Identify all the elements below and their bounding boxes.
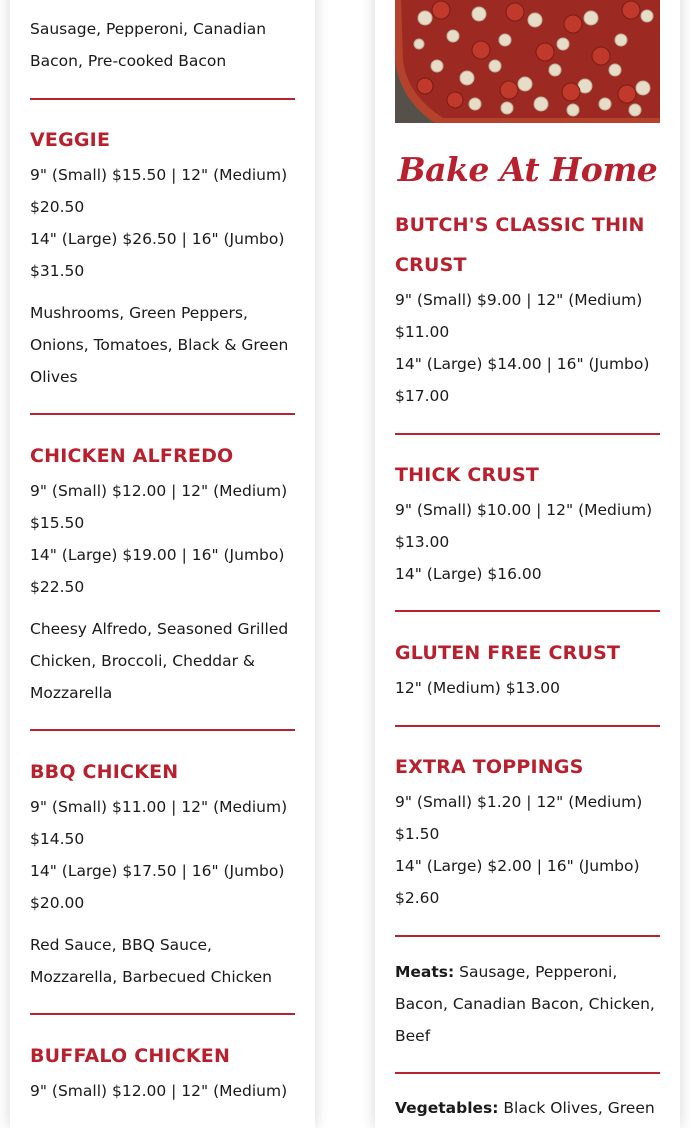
menu-item-price: 9" (Small) $15.50 | 12" (Medium) $20.50 bbox=[30, 166, 288, 216]
menu-item-price: 14" (Large) $16.00 bbox=[395, 565, 542, 583]
menu-item-description: Cheesy Alfredo, Seasoned Grilled Chicken, Broccoli, Cheddar & Mozzarella bbox=[30, 620, 289, 702]
divider bbox=[30, 1013, 295, 1015]
menu-item-title: GLUTEN FREE CRUST bbox=[395, 642, 621, 664]
meats-toppings bbox=[395, 956, 660, 1052]
pizza-toppings-text: Sausage, Pepperoni, Canadian Bacon, Pre-cooked Bacon bbox=[30, 20, 267, 70]
menu-item-price: 14" (Large) $19.00 | 16" (Jumbo) $22.50 bbox=[30, 546, 285, 596]
divider bbox=[395, 433, 660, 435]
menu-item-price: 14" (Large) $26.50 | 16" (Jumbo) $31.50 bbox=[30, 230, 285, 280]
divider bbox=[30, 413, 295, 415]
divider bbox=[30, 98, 295, 100]
vegetable-toppings bbox=[395, 1092, 660, 1124]
menu-item-price: 9" (Small) $12.00 | 12" (Medium) $15.50 bbox=[30, 482, 288, 532]
menu-item-price: 12" (Medium) $13.00 bbox=[395, 679, 561, 697]
vegetables-label: Vegetables: bbox=[395, 1099, 499, 1117]
menu-item-title: CHICKEN ALFREDO bbox=[30, 445, 234, 467]
menu-item-price: 9" (Small) $9.00 | 12" (Medium) $11.00 bbox=[395, 291, 643, 341]
menu-item-price: 14" (Large) $17.50 | 16" (Jumbo) $20.00 bbox=[30, 862, 285, 912]
divider bbox=[395, 1072, 660, 1074]
menu-item-title: VEGGIE bbox=[30, 129, 111, 151]
menu-item-title: BUTCH'S CLASSIC THIN CRUST bbox=[395, 214, 645, 276]
divider bbox=[30, 729, 295, 731]
section-title: Bake At Home bbox=[397, 150, 658, 189]
menu-item-description: Mushrooms, Green Peppers, Onions, Tomatoes, Black & Green Olives bbox=[30, 304, 289, 386]
menu-item-title: THICK CRUST bbox=[395, 464, 540, 486]
meats-list: Sausage, Pepperoni, Bacon, Canadian Bacon, Chicken, Beef bbox=[395, 963, 655, 1045]
menu-item-description: Red Sauce, BBQ Sauce, Mozzarella, Barbecued Chicken bbox=[30, 936, 272, 986]
menu-item-price: 9" (Small) $10.00 | 12" (Medium) $13.00 bbox=[395, 501, 653, 551]
menu-item-price: 9" (Small) $1.20 | 12" (Medium) $1.50 bbox=[395, 793, 643, 843]
menu-item-title: BUFFALO CHICKEN bbox=[30, 1045, 231, 1067]
menu-item-price: 14" (Large) $14.00 | 16" (Jumbo) $17.00 bbox=[395, 355, 650, 405]
menu-item-title: BBQ CHICKEN bbox=[30, 761, 179, 783]
divider bbox=[395, 725, 660, 727]
pizza-photo bbox=[395, 0, 660, 123]
meats-label: Meats: bbox=[395, 963, 455, 981]
menu-item-price: 14" (Large) $2.00 | 16" (Jumbo) $2.60 bbox=[395, 857, 640, 907]
menu-item-price: 9" (Small) $11.00 | 12" (Medium) $14.50 bbox=[30, 798, 288, 848]
menu-item-price: 9" (Small) $12.00 | 12" (Medium) bbox=[30, 1082, 288, 1100]
menu-item-title: EXTRA TOPPINGS bbox=[395, 756, 584, 778]
divider bbox=[395, 935, 660, 937]
divider bbox=[395, 610, 660, 612]
vegetables-list: Black Olives, Green bbox=[503, 1099, 655, 1117]
